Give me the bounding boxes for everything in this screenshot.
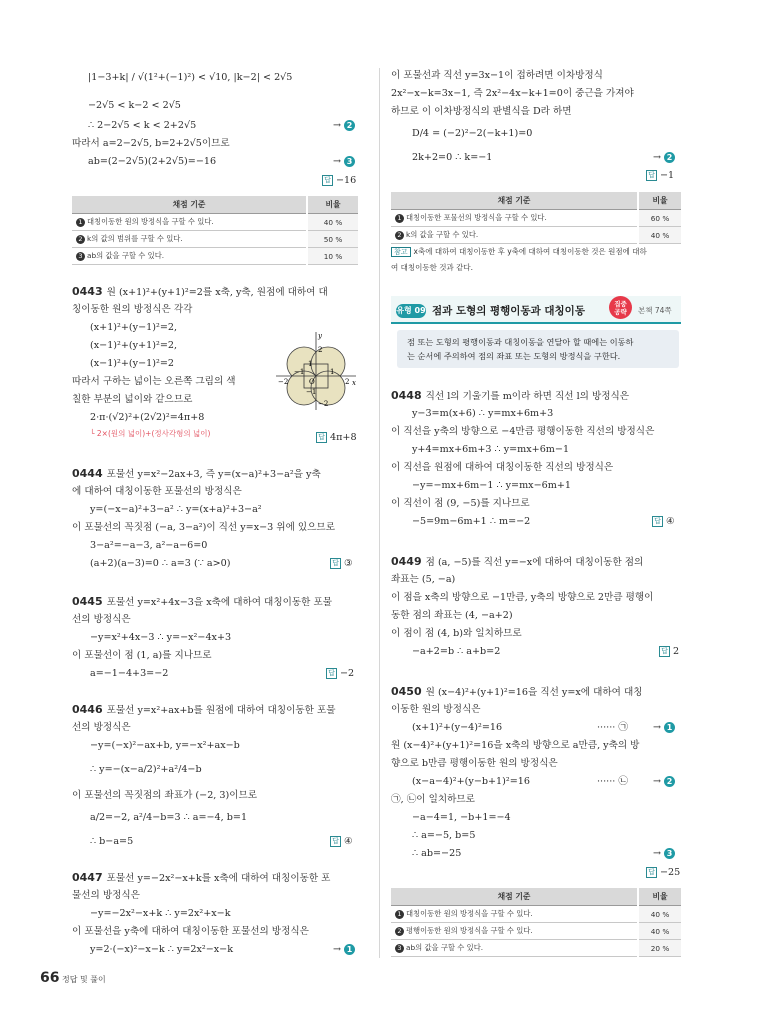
page-number: 66: [40, 970, 60, 986]
eq-line: y−3=m(x+6) ∴ y=mx+6m+3: [412, 408, 554, 419]
table-row: 1 대칭이동한 포물선의 방정식을 구할 수 있다. 60 %: [391, 210, 681, 227]
table-header: 채점 기준: [391, 192, 638, 210]
step-badge: → 3: [653, 848, 675, 860]
text-line: 이 포물선을 y축에 대하여 대칭이동한 포물선의 방정식은: [72, 926, 309, 937]
answer-icon: 답: [646, 170, 657, 181]
note: 참고 x축에 대하여 대칭이동한 후 y축에 대하여 대칭이동한 것은 원점에 대하: [391, 246, 647, 258]
eq-line: a=−1−4+3=−2: [90, 668, 169, 679]
x-axis-label: x: [352, 379, 356, 387]
table-row: 2 평행이동한 원의 방정식을 구할 수 있다. 40 %: [391, 923, 681, 940]
eq-line: (x+1)²+(y−4)²=16: [412, 722, 503, 733]
eq-line: (x+1)²+(y−1)²=2,: [90, 322, 178, 333]
eq-distance: |1−3+k| / √(1²+(−1)²) < √10, |k−2| < 2√5: [88, 72, 293, 83]
text-line: 좌표는 (5, −a): [391, 574, 456, 585]
answer-icon: 답: [322, 175, 333, 186]
text-line: 이 포물선의 꼭짓점 (−a, 3−a²)이 직선 y=x−3 위에 있으므로: [72, 522, 335, 533]
focus-badge: 집중 공략: [609, 296, 632, 319]
eq-line: y+4=mx+6m+3 ∴ y=mx+6m−1: [412, 444, 570, 455]
text-line: 칠한 부분의 넓이와 같으므로: [72, 394, 193, 405]
grading-table-3: [391, 888, 681, 957]
eq-line: y=2·(−x)²−x−k ∴ y=2x²−x−k: [90, 944, 234, 955]
problem-0446: 0446 포물선 y=x²+ax+b를 원점에 대하여 대칭이동한 포물: [72, 703, 336, 716]
eq-line: 2k+2=0 ∴ k=−1: [412, 152, 493, 163]
eq-line: −y=(−x)²−ax+b, y=−x²+ax−b: [90, 740, 240, 751]
eq-k-range: ∴ 2−2√5 < k < 2+2√5: [88, 120, 197, 131]
eq-line: (a+2)(a−3)=0 ∴ a=3 (∵ a>0): [90, 558, 231, 569]
eq-line: ∴ ab=−25: [412, 848, 462, 859]
text-line: 향으로 b만큼 평행이동한 원의 방정식은: [391, 758, 558, 769]
text-line: 이 포물선이 점 (1, a)를 지나므로: [72, 650, 212, 661]
eq-line: −y=−2x²−x+k ∴ y=2x²+x−k: [90, 908, 231, 919]
section-pill: 유형 09: [396, 304, 426, 318]
table-row: 2 k의 값의 범위를 구할 수 있다. 50 %: [72, 231, 358, 248]
tick-label: 1: [308, 360, 313, 368]
tick-label: 2: [345, 378, 350, 386]
tick-label: 1: [330, 368, 335, 376]
answer-icon: 답: [316, 432, 327, 443]
answer: 답 ④: [652, 516, 675, 528]
origin-label: O: [309, 378, 315, 386]
step-badge: → 1: [653, 722, 675, 734]
eq-line: (x−a−4)²+(y−b+1)²=16: [412, 776, 531, 787]
eq-line: −a+2=b ∴ a+b=2: [412, 646, 501, 657]
step-badge: → 2: [653, 152, 675, 164]
problem-0443: 0443 원 (x+1)²+(y+1)²=2를 x축, y축, 원점에 대하여 대: [72, 285, 328, 298]
text-line: 이동한 원의 방정식은: [391, 704, 481, 715]
table-header: 비율: [307, 196, 358, 214]
text-line: 하므로 이 이차방정식의 판별식을 D라 하면: [391, 106, 572, 117]
table-row: 1 대칭이동한 원의 방정식을 구할 수 있다. 40 %: [72, 214, 358, 231]
tick-label: 2: [318, 346, 323, 354]
eq-line: D/4 = (−2)²−2(−k+1)=0: [412, 128, 533, 139]
eq-line: ∴ y=−(x−a/2)²+a²/4−b: [90, 764, 202, 775]
eq-line: 3−a²=−a−3, a²−a−6=0: [90, 540, 208, 551]
eq-line: ∴ a=−5, b=5: [412, 830, 476, 841]
text-line: 선의 방정식은: [72, 722, 131, 733]
eq-marker: ······ ㉠: [597, 722, 628, 733]
text-ab: 따라서 a=2−2√5, b=2+2√5이므로: [72, 138, 230, 149]
problem-0447: 0447 포물선 y=−2x²−x+k를 x축에 대하여 대칭이동한 포: [72, 871, 331, 884]
step-badge: → 1: [333, 944, 355, 956]
answer-icon: 답: [330, 836, 341, 847]
section-box: [397, 330, 679, 368]
note-tag: 참고: [391, 247, 411, 257]
text-line: 이 점을 x축의 방향으로 −1만큼, y축의 방향으로 2만큼 평행이: [391, 592, 654, 603]
section-ref: 본책 74쪽: [638, 306, 672, 315]
table-row: 2 k의 값을 구할 수 있다. 40 %: [391, 227, 681, 244]
eq-line: −y=−mx+6m−1 ∴ y=mx−6m+1: [412, 480, 571, 491]
answer-icon: 답: [330, 558, 341, 569]
answer: 답 −2: [326, 668, 354, 680]
tick-label: −1: [306, 388, 317, 396]
answer: 답 ④: [330, 836, 353, 848]
step-badge: → 3: [333, 156, 355, 168]
grading-table-2: [391, 192, 681, 244]
problem-0449: 0449 점 (a, −5)를 직선 y=−x에 대하여 대칭이동한 점의: [391, 555, 644, 568]
text-line: 이 직선이 점 (9, −5)를 지나므로: [391, 498, 530, 509]
page-label: 정답 및 풀이: [62, 975, 106, 984]
text-line: 물선의 방정식은: [72, 890, 140, 901]
step-badge: → 2: [653, 776, 675, 788]
answer-icon: 답: [652, 516, 663, 527]
step-badge: → 2: [333, 120, 355, 132]
tick-label: −2: [318, 400, 329, 408]
eq-line: (x−1)²+(y+1)²=2,: [90, 340, 178, 351]
answer: 답 4π+8: [316, 432, 357, 444]
eq-line: ∴ b−a=5: [90, 836, 134, 847]
text-line: 이 포물선의 꼭짓점의 좌표가 (−2, 3)이므로: [72, 790, 258, 801]
text-line: 이 점이 점 (4, b)와 일치하므로: [391, 628, 522, 639]
eq-line: (x−1)²+(y−1)²=2: [90, 358, 174, 369]
problem-0450: 0450 원 (x−4)²+(y+1)²=16을 직선 y=x에 대하여 대칭: [391, 685, 643, 698]
text-line: 선의 방정식은: [72, 614, 131, 625]
eq-ab: ab=(2−2√5)(2+2√5)=−16: [88, 156, 217, 167]
answer: 답 −1: [646, 170, 674, 182]
table-header: 비율: [638, 888, 681, 906]
answer: 답 −16: [322, 175, 356, 187]
problem-0445: 0445 포물선 y=x²+4x−3을 x축에 대하여 대칭이동한 포물: [72, 595, 332, 608]
answer: 답 ③: [330, 558, 353, 570]
problem-0448: 0448 직선 l의 기울기를 m이라 하면 직선 l의 방정식은: [391, 389, 630, 402]
text-line: 이 포물선과 직선 y=3x−1이 접하려면 이차방정식: [391, 70, 603, 81]
grading-table-1: [72, 196, 358, 265]
text-line: 이 직선을 y축의 방향으로 −4만큼 평행이동한 직선의 방정식은: [391, 426, 655, 437]
table-header: 채점 기준: [72, 196, 307, 214]
text-line: ㉠, ㉡이 일치하므로: [391, 794, 475, 805]
problem-0444: 0444 포물선 y=x²−2ax+3, 즉 y=(x−a)²+3−a²을 y축: [72, 467, 321, 480]
table-row: 1 대칭이동한 원의 방정식을 구할 수 있다. 40 %: [391, 906, 681, 923]
annotation: └ 2×(원의 넓이)+(정사각형의 넓이): [90, 429, 211, 438]
eq-line: y=(−x−a)²+3−a² ∴ y=(x+a)²+3−a²: [90, 504, 262, 515]
answer-icon: 답: [659, 646, 670, 657]
eq-line: −a−4=1, −b+1=−4: [412, 812, 511, 823]
answer: 답 2: [659, 646, 679, 658]
eq-line: −y=x²+4x−3 ∴ y=−x²−4x+3: [90, 632, 232, 643]
answer-icon: 답: [326, 668, 337, 679]
table-header: 채점 기준: [391, 888, 638, 906]
tick-label: −1: [294, 368, 305, 376]
text-line: 에 대하여 대칭이동한 포물선의 방정식은: [72, 486, 242, 497]
text-line: 따라서 구하는 넓이는 오른쪽 그림의 색: [72, 376, 236, 387]
y-axis-label: y: [318, 332, 322, 340]
text-line: 원 (x−4)²+(y+1)²=16을 x축의 방향으로 a만큼, y축의 방: [391, 740, 640, 751]
table-row: 3 ab의 값을 구할 수 있다. 10 %: [72, 248, 358, 265]
eq-marker: ······ ㉡: [597, 776, 628, 787]
table-header: 비율: [638, 192, 681, 210]
text-line: 칭이동한 원의 방정식은 각각: [72, 304, 193, 315]
column-divider: [379, 68, 380, 958]
text-line: 동한 점의 좌표는 (4, −a+2): [391, 610, 513, 621]
circles-figure: [270, 330, 360, 412]
eq-line: 2·π·(√2)²+(2√2)²=4π+8: [90, 412, 205, 423]
note-line: 여 대칭이동한 것과 같다.: [391, 263, 473, 272]
tick-label: −2: [278, 378, 289, 386]
text-line: 2x²−x−k=3x−1, 즉 2x²−4x−k+1=0이 중근을 가져야: [391, 88, 634, 99]
section-box-line: 는 순서에 주의하여 점의 좌표 또는 도형의 방정식을 구한다.: [407, 351, 621, 361]
eq-line: a/2=−2, a²/4−b=3 ∴ a=−4, b=1: [90, 812, 248, 823]
section-title: 점과 도형의 평행이동과 대칭이동: [432, 305, 585, 317]
section-box-line: 점 또는 도형의 평행이동과 대칭이동을 연달아 할 때에는 이동하: [407, 337, 634, 347]
answer: 답 −25: [646, 867, 680, 879]
eq-range: −2√5 < k−2 < 2√5: [88, 100, 181, 111]
answer-icon: 답: [646, 867, 657, 878]
eq-line: −5=9m−6m+1 ∴ m=−2: [412, 516, 531, 527]
section-underline: [391, 322, 681, 324]
text-line: 이 직선을 원점에 대하여 대칭이동한 직선의 방정식은: [391, 462, 614, 473]
table-row: 3 ab의 값을 구할 수 있다. 20 %: [391, 940, 681, 957]
